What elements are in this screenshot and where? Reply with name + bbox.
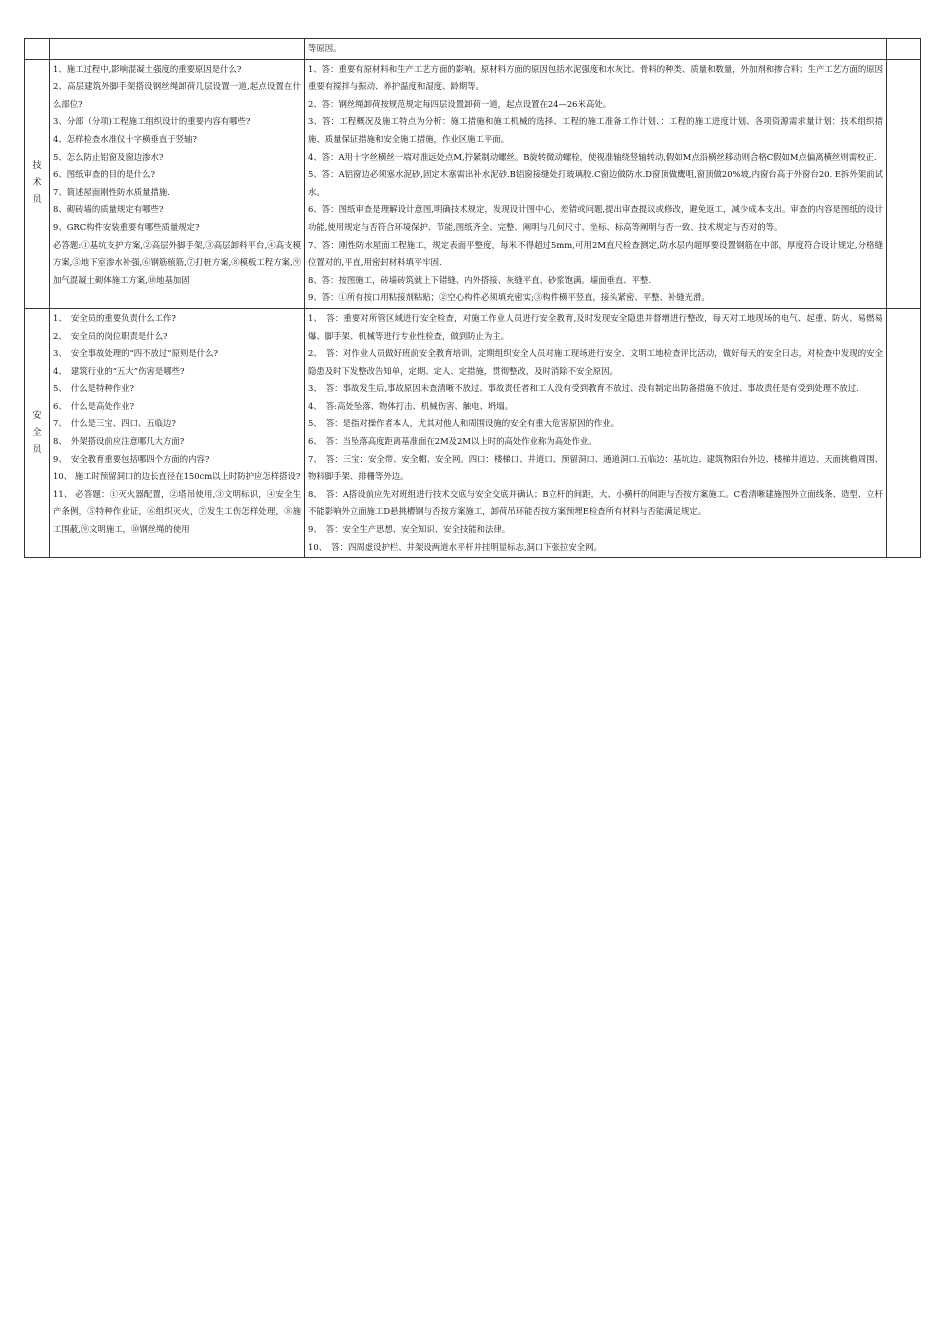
answer-line: 2、 答：对作业人员做好班前安全教育培训，定期组织安全人员对施工现场进行安全、文明工地检查评比活动，做好每天的安全日志，对检查中发现的安全隐患及时下发整改告知单，定期、定人、定措施，贯彻整改，及时消除不安全原因。 bbox=[308, 348, 883, 376]
answers-cell bbox=[305, 308, 887, 557]
question-line: 8、砌砖墙的质量规定有哪些? bbox=[53, 204, 164, 215]
table-row-continuation bbox=[25, 39, 921, 60]
question-line: 3、分部（分项)工程施工组织设计的重要内容有哪些? bbox=[53, 116, 251, 127]
extra-cell bbox=[887, 308, 921, 557]
question-line: 7、 什么是三宝、四口、五临边? bbox=[53, 418, 176, 429]
question-line: 11、 必答题：①灭火器配置，②塔吊使用,③文明标识，④安全生产条例，⑤特种作业证，⑥组织灭火，⑦发生工伤怎样处理，⑧施工围蔽,⑨文明施工，⑩钢丝绳的使用 bbox=[53, 488, 301, 535]
question-line: 1、 安全员的重要负责什么工作? bbox=[53, 312, 176, 323]
extra-cell bbox=[887, 39, 921, 60]
questions-cell bbox=[50, 39, 305, 60]
question-line: 1、施工过程中,影响混凝土强度的重要原因是什么? bbox=[53, 63, 242, 74]
question-line: 9、GRC构件安装重要有哪些质量规定? bbox=[53, 221, 200, 232]
role-cell bbox=[25, 308, 50, 557]
answer-line: 9、 答：安全生产思想、安全知识、安全技能和法律。 bbox=[308, 524, 511, 535]
role-label: 技术员 bbox=[32, 161, 42, 206]
question-line: 3、 安全事故处理的“四不放过”原则是什么? bbox=[53, 348, 218, 359]
answers-cell bbox=[305, 39, 887, 60]
answer-line: 1、 答：重要对所管区域进行安全检查，对施工作业人员进行安全教育,及时发现安全隐患并督增进行整改，每天对工地现场的电气、起重、防火、易燃易爆、脚手架、机械等进行专业性检查，做到防止为主。 bbox=[308, 312, 883, 341]
question-line: 必答题:①基坑支护方案,②高层外脚手架,③高层卸料平台,④高支模方案,⑤地下室渗水补强,⑥钢筋植筋,⑦打桩方案,⑧模板工程方案,⑨加气混凝土砌体施工方案,⑩地基加固 bbox=[53, 239, 301, 285]
question-line: 4、怎样检查水准仪十字横垂直于竖轴? bbox=[53, 133, 197, 144]
role-cell bbox=[25, 59, 50, 308]
answer-line: 5、答：A铝窗边必须塞水泥砂,固定木塞需出补水泥砂.B铝窗接缝处打玻璃胶.C窗边做防水.D窗顶做鹰咀,窗顶做20%坡,内窗台高于外窗台20. E拆外架前试水。 bbox=[308, 169, 883, 197]
extra-cell bbox=[887, 59, 921, 308]
answer-line: 3、答：工程概况及施工特点为分析：施工措施和施工机械的选择、工程的施工准备工作计划、：工程的施工进度计划、各项资源需求量计划：技术组织措施、质量保证措施和安全施工措施，作业区施工平面。 bbox=[308, 116, 883, 144]
answer-line: 7、答：刚性防水屋面工程施工，规定表面平整度，每米不得超过5mm,可用2M直尺检查测定,防水层内超厚要设置钢筋在中部，厚度符合设计规定,分格缝位置对的,平直,用密封材料填平牢固. bbox=[308, 239, 883, 268]
question-line: 2、 安全员的岗位职责是什么? bbox=[53, 330, 168, 341]
table-row-safety-officer bbox=[25, 308, 921, 557]
answer-line: 3、 答：事故发生后,事故原因未查清晰不放过、事故责任者和工人没有受到教育不放过、没有制定出防备措施不放过、事故责任是有受到处理不放过. bbox=[308, 383, 859, 394]
answer-line: 10、 答：四周虚设护栏、井架设两道水平杆并挂明显标志,洞口下张拉安全网。 bbox=[308, 541, 602, 552]
question-line: 6、 什么是高处作业? bbox=[53, 400, 134, 411]
question-line: 6、图纸审查的目的是什么? bbox=[53, 169, 155, 180]
question-line: 2、高层建筑外脚手架搭设钢丝绳卸荷几层设置一道,起点设置在什么部位? bbox=[53, 81, 301, 109]
answer-line: 8、答：按图施工，砖墙砖筑就上下错缝、内外搭接、灰缝平直、砂浆饱满。墙面垂直、平整. bbox=[308, 274, 651, 285]
role-cell bbox=[25, 39, 50, 60]
answer-line: 6、答：图纸审查是理解设计意图,明确技术规定，发现设计图中心，差错或问题,提出审查提议或修改，避免返工，减少成本支出。审查的内容是图纸的设计功能,使用规定与否符合环境保护、节能,图纸齐全、完整、阐明与几何尺寸、坐标、标高等阐明与否一致、技术规定与否对的等。 bbox=[308, 204, 883, 232]
answers-cell bbox=[305, 59, 887, 308]
question-line: 5、怎么防止铝窗及窗边渗水? bbox=[53, 151, 164, 162]
question-line: 5、 什么是特种作业? bbox=[53, 383, 134, 394]
question-line: 10、 施工时预留洞口的边长直径在150cm以上时防护应怎样搭设? bbox=[53, 471, 301, 482]
answer-line: 2、答：钢丝绳卸荷按规范规定每四层设置卸荷一道，起点设置在24—26米高处。 bbox=[308, 98, 612, 109]
answer-line: 4、答：A用十字丝横丝一端对准远处点M,拧紧制动螺丝。B旋转微动螺栓，使视准轴绕竖轴转动,假如M点沿横丝移动则合格C假如M点偏离横丝则需校正. bbox=[308, 151, 877, 162]
answer-line: 5、 答：是指对操作者本人，尤其对他人和周围设施的安全有重大危害原因的作业。 bbox=[308, 418, 620, 429]
answer-line: 等原因。 bbox=[308, 43, 342, 53]
question-line: 4、 建筑行业的“五大”伤害是哪些? bbox=[53, 365, 185, 376]
table-row-technician bbox=[25, 59, 921, 308]
answer-line: 7、 答：三宝：安全带、安全帽、安全网。四口：楼梯口、井道口、预留洞口、通道洞口.五临边：基坑边、建筑物阳台外边、楼梯井道边、天面挑檐周围、物料脚手架、排栅等外边。 bbox=[308, 453, 883, 482]
answer-line: 1、答：重要有原材料和生产工艺方面的影响。原材料方面的原因包括水泥强度和水灰比、骨料的种类、质量和数量，外加剂和掺合料；生产工艺方面的原因重要有搅拌与振动、养护温度和湿度、龄期等。 bbox=[308, 63, 883, 92]
question-line: 8、 外架搭设前应注意哪几大方面? bbox=[53, 436, 185, 447]
answer-line: 4、 答:高处坠落、物体打击、机械伤害、触电、坍塌。 bbox=[308, 400, 513, 411]
answer-line: 9、答：①所有按口用粘接剂粘贴；②空心构件必须填充密实;③构件横平竖直，接头紧密、平整、补缝光滑。 bbox=[308, 292, 710, 303]
qa-table bbox=[24, 38, 921, 558]
question-line: 9、 安全教育重要包括哪四个方面的内容? bbox=[53, 453, 210, 464]
answer-line: 6、 答：当坠落高度距离基准面在2M及2M以上时的高处作业称为高处作业。 bbox=[308, 436, 597, 447]
questions-cell bbox=[50, 308, 305, 557]
role-label: 安全员 bbox=[32, 410, 42, 455]
question-line: 7、简述屋面刚性防水质量措施. bbox=[53, 186, 170, 197]
questions-cell bbox=[50, 59, 305, 308]
answer-line: 8、 答：A搭设前应先对班组进行技术交底与安全交底并确认；B立杆的间距，大、小横杆的间距与否按方案施工。C看清晰建施图外立面线条、造型、立杆不能影响外立面施工D悬挑槽钢与否按方案施工，卸荷吊环能否按方案预埋E检查所有材料与否能满足规定。 bbox=[308, 488, 883, 517]
